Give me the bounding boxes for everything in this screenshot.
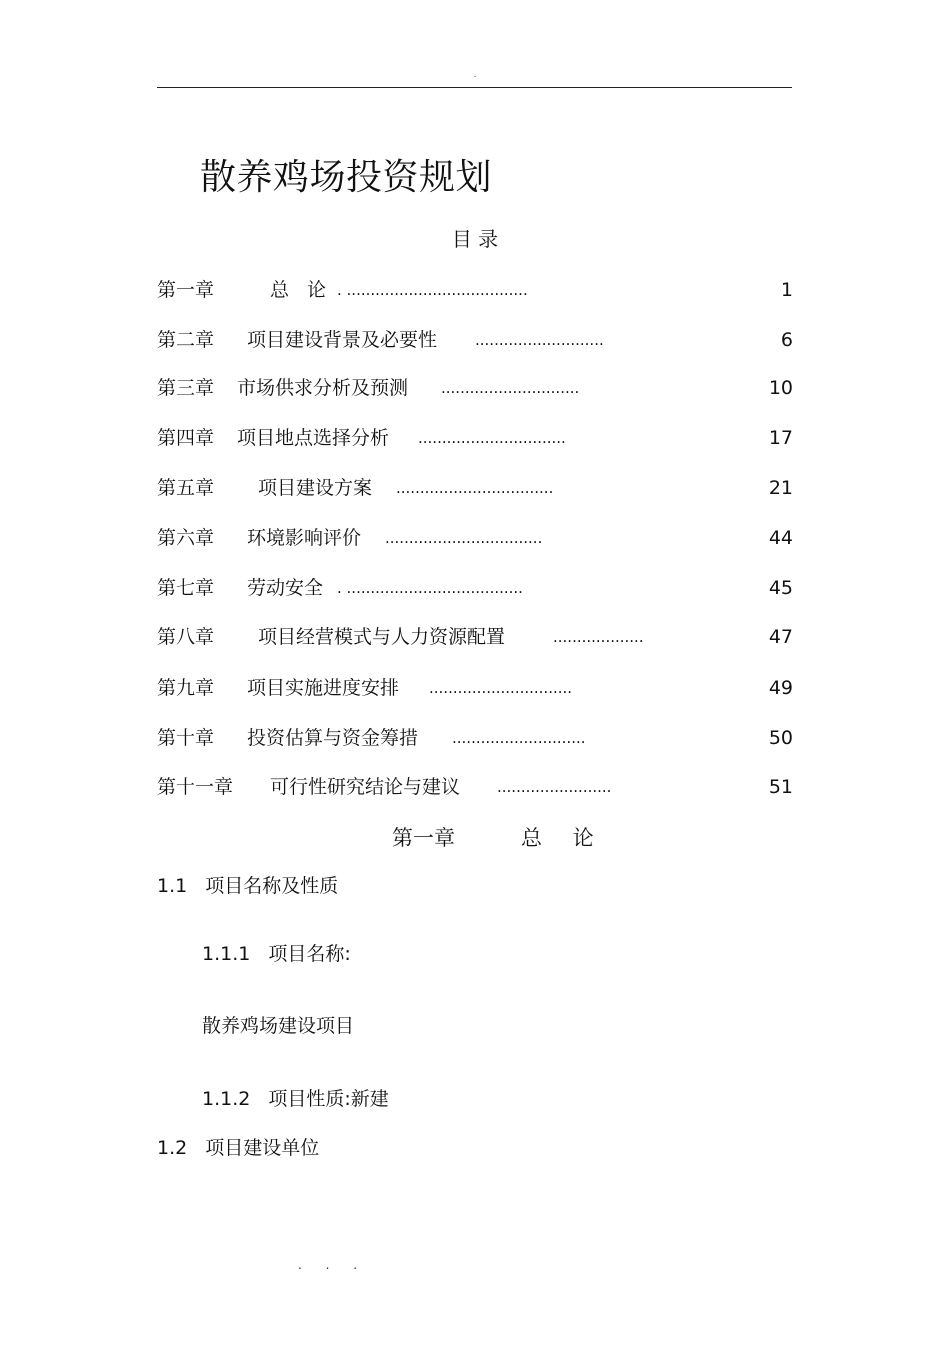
section-number: 1.2 [157,1137,188,1159]
toc-title: 项目经营模式与人力资源配置 [258,626,506,648]
subsection-label: 项目性质:新建 [268,1088,389,1110]
section-title: 项目建设单位 [205,1137,320,1159]
toc-page-number: 51 [768,776,793,798]
toc-page-number: 49 [768,677,793,699]
section-number: 1.1 [157,875,188,897]
toc-leader: ........................ [497,778,612,796]
toc-chapter: 第三章 [157,377,215,399]
toc-entry[interactable] [157,326,793,354]
toc-title: 市场供求分析及预测 [237,377,409,399]
toc-page-number: 1 [780,279,793,301]
toc-entry[interactable] [157,276,793,304]
toc-heading: 目 录 [451,227,499,251]
toc-chapter: 第九章 [157,677,215,699]
toc-page-number: 17 [768,427,793,449]
toc-page-number: 6 [780,329,793,351]
toc-title: 可行性研究结论与建议 [270,776,461,798]
toc-page-number: 47 [768,626,793,648]
toc-title: 投资估算与资金筹措 [247,727,419,749]
subsection-label: 项目名称: [268,943,351,965]
toc-chapter: 第六章 [157,527,215,549]
toc-entry[interactable] [157,524,793,552]
toc-title: 劳动安全 [247,577,324,599]
project-name-text: 散养鸡场建设项目 [202,1015,355,1037]
toc-leader: ............................ [452,729,586,747]
toc-title: 项目实施进度安排 [247,677,400,699]
toc-entry[interactable] [157,674,793,702]
toc-entry[interactable] [157,574,793,602]
toc-leader: ........................... [475,331,604,349]
toc-page-number: 21 [768,477,793,499]
section-title: 项目名称及性质 [205,875,339,897]
toc-leader: ............................... [418,429,566,447]
toc-chapter: 第七章 [157,577,215,599]
toc-entry[interactable] [157,474,793,502]
chapter-title: 总 论 [521,826,606,850]
document-title: 散养鸡场投资规划 [200,157,493,198]
chapter-heading [0,823,950,853]
toc-leader: ................................. [396,479,554,497]
toc-chapter: 第十一章 [157,776,234,798]
toc-entry[interactable] [157,424,793,452]
subsection-number: 1.1.1 [202,943,251,965]
toc-chapter: 第四章 [157,427,215,449]
toc-title: 总 论 [270,279,333,301]
subsection-heading-1-1-2 [202,1085,389,1113]
page-footer-marker: . . . [298,1258,368,1272]
toc-chapter: 第十章 [157,727,215,749]
page-header-marker: . [473,70,477,80]
section-heading-1-1 [157,872,338,900]
section-heading-1-2 [157,1134,319,1162]
toc-leader: ................................. [385,529,543,547]
toc-page-number: 50 [768,727,793,749]
toc-leader: .............................. [429,679,573,697]
toc-entry[interactable] [157,623,793,651]
toc-page-number: 44 [768,527,793,549]
toc-chapter: 第五章 [157,477,215,499]
toc-page-number: 45 [768,577,793,599]
toc-title: 项目地点选择分析 [237,427,390,449]
toc-page-number: 10 [768,377,793,399]
toc-chapter: 第一章 [157,279,215,301]
subsection-heading-1-1-1 [202,940,351,968]
toc-chapter: 第八章 [157,626,215,648]
toc-title: 项目建设背景及必要性 [247,329,438,351]
toc-leader: . ..................................... [337,579,523,597]
toc-leader: ............................. [441,379,580,397]
toc-leader: . ...................................... [337,281,528,299]
toc-title: 环境影响评价 [247,527,362,549]
toc-leader: ................... [553,628,644,646]
toc-entry[interactable] [157,724,793,752]
chapter-label: 第一章 [392,826,455,850]
header-rule [157,87,792,88]
toc-entry[interactable] [157,374,793,402]
subsection-number: 1.1.2 [202,1088,251,1110]
toc-chapter: 第二章 [157,329,215,351]
toc-entry[interactable] [157,773,793,801]
toc-title: 项目建设方案 [258,477,373,499]
